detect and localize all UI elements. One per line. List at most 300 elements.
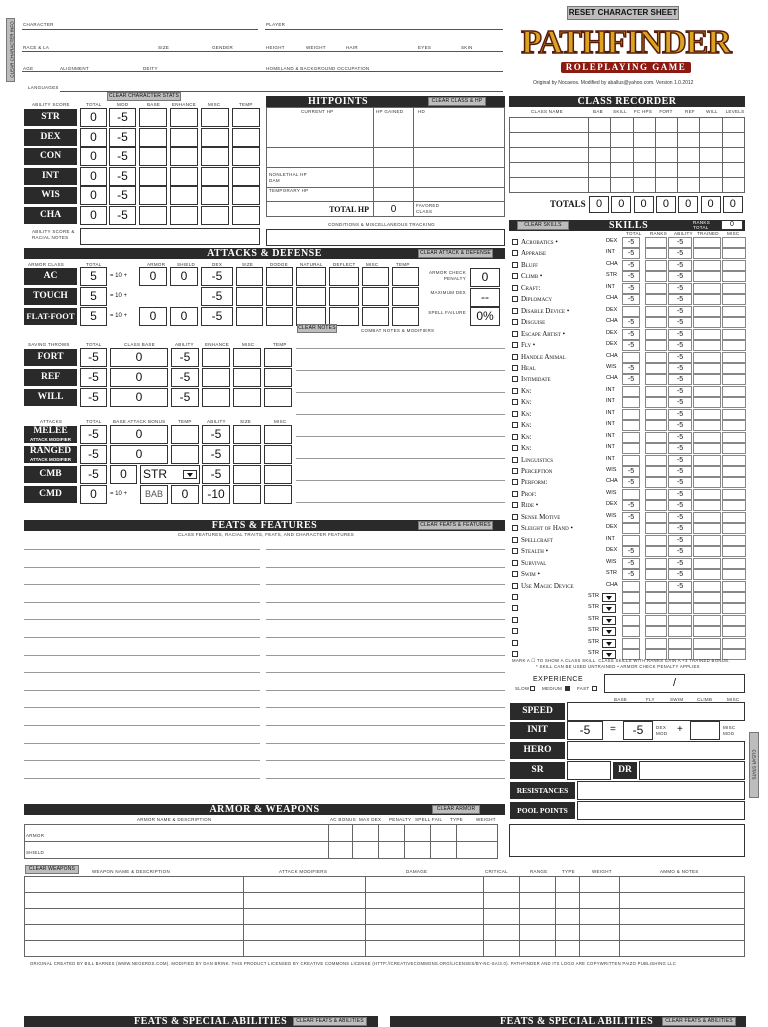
feat-line[interactable] xyxy=(24,619,260,620)
feat-line[interactable] xyxy=(24,743,260,744)
class-skill-checkbox[interactable] xyxy=(512,262,518,268)
chevron-down-icon[interactable] xyxy=(602,627,616,636)
skill-ranks[interactable] xyxy=(645,374,667,385)
skill-misc[interactable] xyxy=(722,477,746,488)
save-base-will: 0 xyxy=(110,388,168,407)
class-skill-checkbox[interactable] xyxy=(512,468,518,474)
skill-ranks[interactable] xyxy=(645,386,667,397)
feat-line[interactable] xyxy=(24,655,260,656)
class-skill-checkbox[interactable] xyxy=(512,273,518,279)
feat-line[interactable] xyxy=(24,778,260,779)
skill-misc[interactable] xyxy=(722,500,746,511)
touch-misc[interactable] xyxy=(362,287,389,306)
skill-ranks[interactable] xyxy=(645,592,667,603)
ability-temp-cha[interactable] xyxy=(232,206,260,225)
class-cell[interactable] xyxy=(510,133,589,148)
feat-line[interactable] xyxy=(266,743,505,744)
class-skill-checkbox[interactable] xyxy=(512,388,518,394)
melee-size[interactable] xyxy=(233,425,261,444)
skill-ranks[interactable] xyxy=(645,603,667,614)
class-cell[interactable] xyxy=(678,163,700,178)
skill-name: Perception xyxy=(521,467,553,475)
skill-misc[interactable] xyxy=(722,546,746,557)
skill-ranks[interactable] xyxy=(645,420,667,431)
skill-ranks[interactable] xyxy=(645,615,667,626)
skill-ranks[interactable] xyxy=(645,535,667,546)
skill-misc[interactable] xyxy=(722,592,746,603)
weapon-header-1: ATTACK MODIFIERS xyxy=(279,869,328,874)
class-cell[interactable] xyxy=(700,118,722,133)
class-cell[interactable] xyxy=(700,133,722,148)
touch-natural[interactable] xyxy=(296,287,326,306)
skill-misc[interactable] xyxy=(722,569,746,580)
class-skill-checkbox[interactable] xyxy=(512,331,518,337)
class-cell[interactable] xyxy=(678,148,700,163)
feat-line[interactable] xyxy=(266,584,505,585)
ability-misc-str[interactable] xyxy=(201,108,229,127)
ability-notes-box[interactable] xyxy=(80,228,260,245)
save-enhance-ref[interactable] xyxy=(202,368,230,387)
class-cell[interactable] xyxy=(678,118,700,133)
ability-temp-int[interactable] xyxy=(232,167,260,186)
skill-ranks[interactable] xyxy=(645,306,667,317)
ability-enhance-dex[interactable] xyxy=(170,128,198,147)
class-skill-checkbox[interactable] xyxy=(512,548,518,554)
class-cell[interactable] xyxy=(722,148,744,163)
cmb-size[interactable] xyxy=(233,465,261,484)
class-skill-checkbox[interactable] xyxy=(512,560,518,566)
bottom-right-clear-button[interactable]: CLEAR FEATS & ABILITIES xyxy=(662,1017,736,1026)
chevron-down-icon[interactable] xyxy=(602,616,616,625)
melee-temp[interactable] xyxy=(171,425,199,444)
class-cell[interactable] xyxy=(611,178,633,193)
skill-ranks[interactable] xyxy=(645,569,667,580)
dr-box[interactable] xyxy=(639,761,745,780)
total-hp-value: 0 xyxy=(374,202,414,217)
skill-misc[interactable] xyxy=(722,466,746,477)
save-misc-fort[interactable] xyxy=(233,348,261,367)
class-skill-checkbox[interactable] xyxy=(512,342,518,348)
skill-misc[interactable] xyxy=(722,248,746,259)
xp-slow-checkbox[interactable] xyxy=(530,686,535,691)
skill-ranks[interactable] xyxy=(645,260,667,271)
ability-misc-int[interactable] xyxy=(201,167,229,186)
skill-row xyxy=(510,317,746,328)
chevron-down-icon[interactable] xyxy=(602,604,616,613)
skill-ranks[interactable] xyxy=(645,340,667,351)
save-temp-will[interactable] xyxy=(264,388,292,407)
ac-temp[interactable] xyxy=(392,267,419,286)
skill-ranks[interactable] xyxy=(645,329,667,340)
class-skill-checkbox[interactable] xyxy=(512,422,518,428)
feat-line[interactable] xyxy=(24,672,260,673)
class-skill-checkbox[interactable] xyxy=(512,376,518,382)
class-cell[interactable] xyxy=(722,178,744,193)
cmb-stat-select[interactable] xyxy=(140,465,200,484)
skill-misc[interactable] xyxy=(722,352,746,363)
skill-misc[interactable] xyxy=(722,558,746,569)
ability-misc-dex[interactable] xyxy=(201,128,229,147)
conditions-box[interactable] xyxy=(266,229,505,246)
ac-misc[interactable] xyxy=(362,267,389,286)
init-misc[interactable] xyxy=(690,721,720,740)
skill-misc[interactable] xyxy=(722,260,746,271)
ability-temp-str[interactable] xyxy=(232,108,260,127)
class-cell[interactable] xyxy=(633,163,655,178)
ac-size[interactable] xyxy=(236,267,263,286)
touch-dodge[interactable] xyxy=(266,287,293,306)
class-cell[interactable] xyxy=(700,148,722,163)
ac-deflect[interactable] xyxy=(329,267,359,286)
class-skill-checkbox[interactable] xyxy=(512,239,518,245)
clear-notes-button[interactable]: CLEAR NOTES xyxy=(298,325,336,331)
skill-ability: INT xyxy=(606,455,615,462)
ability-enhance-con[interactable] xyxy=(170,147,198,166)
class-cell[interactable] xyxy=(611,148,633,163)
ac-natural[interactable] xyxy=(296,267,326,286)
class-cell[interactable] xyxy=(633,118,655,133)
skill-row xyxy=(510,581,746,592)
ability-enhance-int[interactable] xyxy=(170,167,198,186)
class-cell[interactable] xyxy=(510,178,589,193)
class-cell[interactable] xyxy=(589,118,611,133)
ability-base-wis[interactable] xyxy=(139,186,167,205)
feat-line[interactable] xyxy=(266,637,505,638)
skill-ranks[interactable] xyxy=(645,581,667,592)
skill-misc[interactable] xyxy=(722,512,746,523)
ability-temp-wis[interactable] xyxy=(232,186,260,205)
skill-misc[interactable] xyxy=(722,294,746,305)
save-misc-will[interactable] xyxy=(233,388,261,407)
class-skill-checkbox[interactable] xyxy=(512,640,518,646)
class-total-3: 0 xyxy=(656,196,676,213)
feat-line[interactable] xyxy=(266,602,505,603)
feat-line[interactable] xyxy=(24,760,260,761)
class-cell[interactable] xyxy=(589,148,611,163)
cmb-misc[interactable] xyxy=(264,465,292,484)
touch-deflect[interactable] xyxy=(329,287,359,306)
pool-points-area[interactable] xyxy=(509,824,745,857)
ranged-temp[interactable] xyxy=(171,445,199,464)
clear-stats-label: CLEAR STATS xyxy=(751,749,757,780)
skill-misc[interactable] xyxy=(722,329,746,340)
class-skill-checkbox[interactable] xyxy=(512,296,518,302)
skill-misc[interactable] xyxy=(722,603,746,614)
class-cell[interactable] xyxy=(589,133,611,148)
skill-ranks[interactable] xyxy=(645,352,667,363)
class-cell[interactable] xyxy=(510,118,589,133)
ac-dodge[interactable] xyxy=(266,267,293,286)
clear-skills-button[interactable]: CLEAR SKILLS xyxy=(517,221,569,230)
skill-ranks[interactable] xyxy=(645,248,667,259)
flat-misc[interactable] xyxy=(362,307,389,326)
armor-header-5: TYPE xyxy=(450,817,463,822)
class-cell[interactable] xyxy=(589,178,611,193)
skill-misc[interactable] xyxy=(722,432,746,443)
skill-row xyxy=(510,535,746,546)
chevron-down-icon[interactable] xyxy=(602,639,616,648)
flat-dodge[interactable] xyxy=(266,307,293,326)
clear-armor-button[interactable]: CLEAR ARMOR xyxy=(432,805,480,814)
cmd-misc[interactable] xyxy=(264,485,292,504)
skill-ranks[interactable] xyxy=(645,477,667,488)
hero-box[interactable] xyxy=(567,741,745,760)
max-dex-value[interactable]: -- xyxy=(470,288,500,307)
skill-misc[interactable] xyxy=(722,397,746,408)
acp-value[interactable]: 0 xyxy=(470,268,500,287)
class-cell[interactable] xyxy=(633,178,655,193)
class-skill-checkbox[interactable] xyxy=(512,457,518,463)
ability-temp-dex[interactable] xyxy=(232,128,260,147)
class-skill-checkbox[interactable] xyxy=(512,491,518,497)
class-cell[interactable] xyxy=(722,163,744,178)
class-skill-checkbox[interactable] xyxy=(512,617,518,623)
class-skill-checkbox[interactable] xyxy=(512,319,518,325)
feat-line[interactable] xyxy=(266,567,505,568)
skill-ranks[interactable] xyxy=(645,317,667,328)
skill-ranks-header: RANKS xyxy=(650,231,668,236)
save-temp-fort[interactable] xyxy=(264,348,292,367)
reset-character-sheet-button[interactable]: RESET CHARACTER SHEET xyxy=(567,6,679,20)
skill-ranks[interactable] xyxy=(645,626,667,637)
class-skill-checkbox[interactable] xyxy=(512,537,518,543)
class-cell[interactable] xyxy=(678,178,700,193)
ability-base-str[interactable] xyxy=(139,108,167,127)
feat-line[interactable] xyxy=(24,637,260,638)
class-skill-checkbox[interactable] xyxy=(512,434,518,440)
skill-misc[interactable] xyxy=(722,489,746,500)
ac-label: AC xyxy=(24,268,77,285)
class-cell[interactable] xyxy=(633,148,655,163)
skill-ranks[interactable] xyxy=(645,512,667,523)
feat-line[interactable] xyxy=(266,707,505,708)
clear-character-stats-button[interactable]: CLEAR CHARACTER STATS xyxy=(108,93,180,99)
feat-line[interactable] xyxy=(266,655,505,656)
class-cell[interactable] xyxy=(655,163,677,178)
class-cell[interactable] xyxy=(611,163,633,178)
skill-ability: STR xyxy=(588,627,599,634)
experience-box[interactable] xyxy=(604,674,745,693)
ability-enhance-cha[interactable] xyxy=(170,206,198,225)
skill-row xyxy=(510,294,746,305)
skill-ranks[interactable] xyxy=(645,466,667,477)
touch-temp[interactable] xyxy=(392,287,419,306)
xp-medium-checkbox[interactable] xyxy=(565,686,570,691)
spell-failure-value[interactable]: 0% xyxy=(470,307,500,326)
skill-misc[interactable] xyxy=(722,237,746,248)
feat-line[interactable] xyxy=(266,778,505,779)
touch-size[interactable] xyxy=(236,287,263,306)
skill-row xyxy=(510,352,746,363)
skill-ability: STR xyxy=(588,650,599,657)
class-skill-checkbox[interactable] xyxy=(512,628,518,634)
clear-attack-defense-button[interactable]: CLEAR ATTACK & DEFENSE xyxy=(418,249,493,258)
class-cell[interactable] xyxy=(655,178,677,193)
ability-misc-con[interactable] xyxy=(201,147,229,166)
ability-temp-con[interactable] xyxy=(232,147,260,166)
skill-ranks[interactable] xyxy=(645,638,667,649)
skill-misc[interactable] xyxy=(722,523,746,534)
combat-notes-area[interactable] xyxy=(296,336,505,512)
chevron-down-icon[interactable] xyxy=(602,593,616,602)
ability-misc-wis[interactable] xyxy=(201,186,229,205)
class-cell[interactable] xyxy=(700,163,722,178)
class-skill-checkbox[interactable] xyxy=(512,651,518,657)
bottom-left-clear-button[interactable]: CLEAR FEATS & ABILITIES xyxy=(293,1017,367,1026)
melee-misc[interactable] xyxy=(264,425,292,444)
feat-line[interactable] xyxy=(24,584,260,585)
skill-misc[interactable] xyxy=(722,363,746,374)
ranged-misc[interactable] xyxy=(264,445,292,464)
class-cell[interactable] xyxy=(700,178,722,193)
ability-base-con[interactable] xyxy=(139,147,167,166)
clear-stats-button[interactable] xyxy=(749,732,759,798)
skill-misc[interactable] xyxy=(722,626,746,637)
ability-base-cha[interactable] xyxy=(139,206,167,225)
class-skill-checkbox[interactable] xyxy=(512,250,518,256)
class-cell[interactable] xyxy=(655,133,677,148)
skill-misc[interactable] xyxy=(722,271,746,282)
class-cell[interactable] xyxy=(589,163,611,178)
skill-misc[interactable] xyxy=(722,535,746,546)
skill-ranks[interactable] xyxy=(645,558,667,569)
xp-fast-checkbox[interactable] xyxy=(592,686,597,691)
class-skill-checkbox[interactable] xyxy=(512,594,518,600)
skill-ranks[interactable] xyxy=(645,271,667,282)
class-cell[interactable] xyxy=(611,118,633,133)
class-cell[interactable] xyxy=(722,133,744,148)
save-enhance-fort[interactable] xyxy=(202,348,230,367)
skill-ability-mod: -5 xyxy=(668,477,692,488)
clear-feats-features-button[interactable]: CLEAR FEATS & FEATURES xyxy=(418,521,493,530)
feat-line[interactable] xyxy=(266,725,505,726)
feat-line[interactable] xyxy=(24,725,260,726)
feat-line[interactable] xyxy=(266,672,505,673)
class-cell[interactable] xyxy=(633,133,655,148)
feat-line[interactable] xyxy=(266,549,505,550)
cmd-size[interactable] xyxy=(233,485,261,504)
skill-ranks[interactable] xyxy=(645,283,667,294)
skill-misc[interactable] xyxy=(722,455,746,466)
skill-misc[interactable] xyxy=(722,420,746,431)
ability-base-int[interactable] xyxy=(139,167,167,186)
class-skill-checkbox[interactable] xyxy=(512,583,518,589)
flat-size[interactable] xyxy=(236,307,263,326)
feat-line[interactable] xyxy=(24,707,260,708)
feat-line[interactable] xyxy=(24,690,260,691)
skill-misc[interactable] xyxy=(722,317,746,328)
class-cell[interactable] xyxy=(655,118,677,133)
class-skill-checkbox[interactable] xyxy=(512,605,518,611)
ability-enhance-wis[interactable] xyxy=(170,186,198,205)
flat-temp[interactable] xyxy=(392,307,419,326)
skill-misc[interactable] xyxy=(722,340,746,351)
skill-ranks[interactable] xyxy=(645,432,667,443)
skill-ranks[interactable] xyxy=(645,237,667,248)
clear-class-hp-button[interactable]: CLEAR CLASS & HP xyxy=(428,97,486,106)
skill-ranks[interactable] xyxy=(645,409,667,420)
skill-misc[interactable] xyxy=(722,306,746,317)
class-cell[interactable] xyxy=(722,118,744,133)
save-enhance-will[interactable] xyxy=(202,388,230,407)
class-skill-checkbox[interactable] xyxy=(512,285,518,291)
class-skill-checkbox[interactable] xyxy=(512,365,518,371)
skill-misc[interactable] xyxy=(722,638,746,649)
logo-title: PATHFINDER xyxy=(521,24,731,61)
skill-misc[interactable] xyxy=(722,374,746,385)
ability-base-dex[interactable] xyxy=(139,128,167,147)
skill-ranks[interactable] xyxy=(645,443,667,454)
class-cell[interactable] xyxy=(510,148,589,163)
skill-ranks[interactable] xyxy=(645,523,667,534)
skill-misc[interactable] xyxy=(722,283,746,294)
feat-line[interactable] xyxy=(266,619,505,620)
skill-ranks[interactable] xyxy=(645,363,667,374)
skill-ranks[interactable] xyxy=(645,546,667,557)
class-skill-checkbox[interactable] xyxy=(512,308,518,314)
skill-total xyxy=(622,603,640,614)
skill-ranks[interactable] xyxy=(645,294,667,305)
feat-line[interactable] xyxy=(266,760,505,761)
class-cell[interactable] xyxy=(655,148,677,163)
class-cell[interactable] xyxy=(510,163,589,178)
save-temp-ref[interactable] xyxy=(264,368,292,387)
attack-header-1: TOTAL xyxy=(86,419,102,424)
skill-ranks[interactable] xyxy=(645,500,667,511)
class-skill-checkbox[interactable] xyxy=(512,571,518,577)
clear-weapons-button[interactable]: CLEAR WEAPONS xyxy=(25,865,79,874)
feat-line[interactable] xyxy=(24,567,260,568)
skill-ranks[interactable] xyxy=(645,397,667,408)
pool-points-box[interactable] xyxy=(577,801,745,820)
sr-box[interactable] xyxy=(567,761,611,780)
skill-misc[interactable] xyxy=(722,581,746,592)
feat-line[interactable] xyxy=(24,549,260,550)
ability-enhance-str[interactable] xyxy=(170,108,198,127)
skill-trained xyxy=(693,294,721,305)
skill-misc[interactable] xyxy=(722,615,746,626)
speed-box[interactable] xyxy=(567,702,745,721)
skill-misc[interactable] xyxy=(722,409,746,420)
class-skill-checkbox[interactable] xyxy=(512,479,518,485)
skill-misc[interactable] xyxy=(722,443,746,454)
cmb-bab: 0 xyxy=(110,465,137,484)
resistances-box[interactable] xyxy=(577,781,745,800)
class-skill-checkbox[interactable] xyxy=(512,411,518,417)
ranged-size[interactable] xyxy=(233,445,261,464)
nonlethal-label: NONLETHAL HP DAM xyxy=(269,172,307,183)
clear-character-info-button[interactable] xyxy=(6,18,15,82)
skill-misc[interactable] xyxy=(722,386,746,397)
skill-ability-mod: -5 xyxy=(668,306,692,317)
ranged-bab: 0 xyxy=(110,445,168,464)
save-misc-ref[interactable] xyxy=(233,368,261,387)
class-skill-checkbox[interactable] xyxy=(512,354,518,360)
class-cell[interactable] xyxy=(678,133,700,148)
feat-line[interactable] xyxy=(266,690,505,691)
feat-line[interactable] xyxy=(24,602,260,603)
class-skill-checkbox[interactable] xyxy=(512,399,518,405)
class-skill-checkbox[interactable] xyxy=(512,502,518,508)
skill-ranks[interactable] xyxy=(645,455,667,466)
class-skill-checkbox[interactable] xyxy=(512,514,518,520)
skill-ranks[interactable] xyxy=(645,489,667,500)
ability-misc-cha[interactable] xyxy=(201,206,229,225)
class-skill-checkbox[interactable] xyxy=(512,445,518,451)
class-skill-checkbox[interactable] xyxy=(512,525,518,531)
attack-header-4: ABILITY xyxy=(207,419,226,424)
class-cell[interactable] xyxy=(611,133,633,148)
